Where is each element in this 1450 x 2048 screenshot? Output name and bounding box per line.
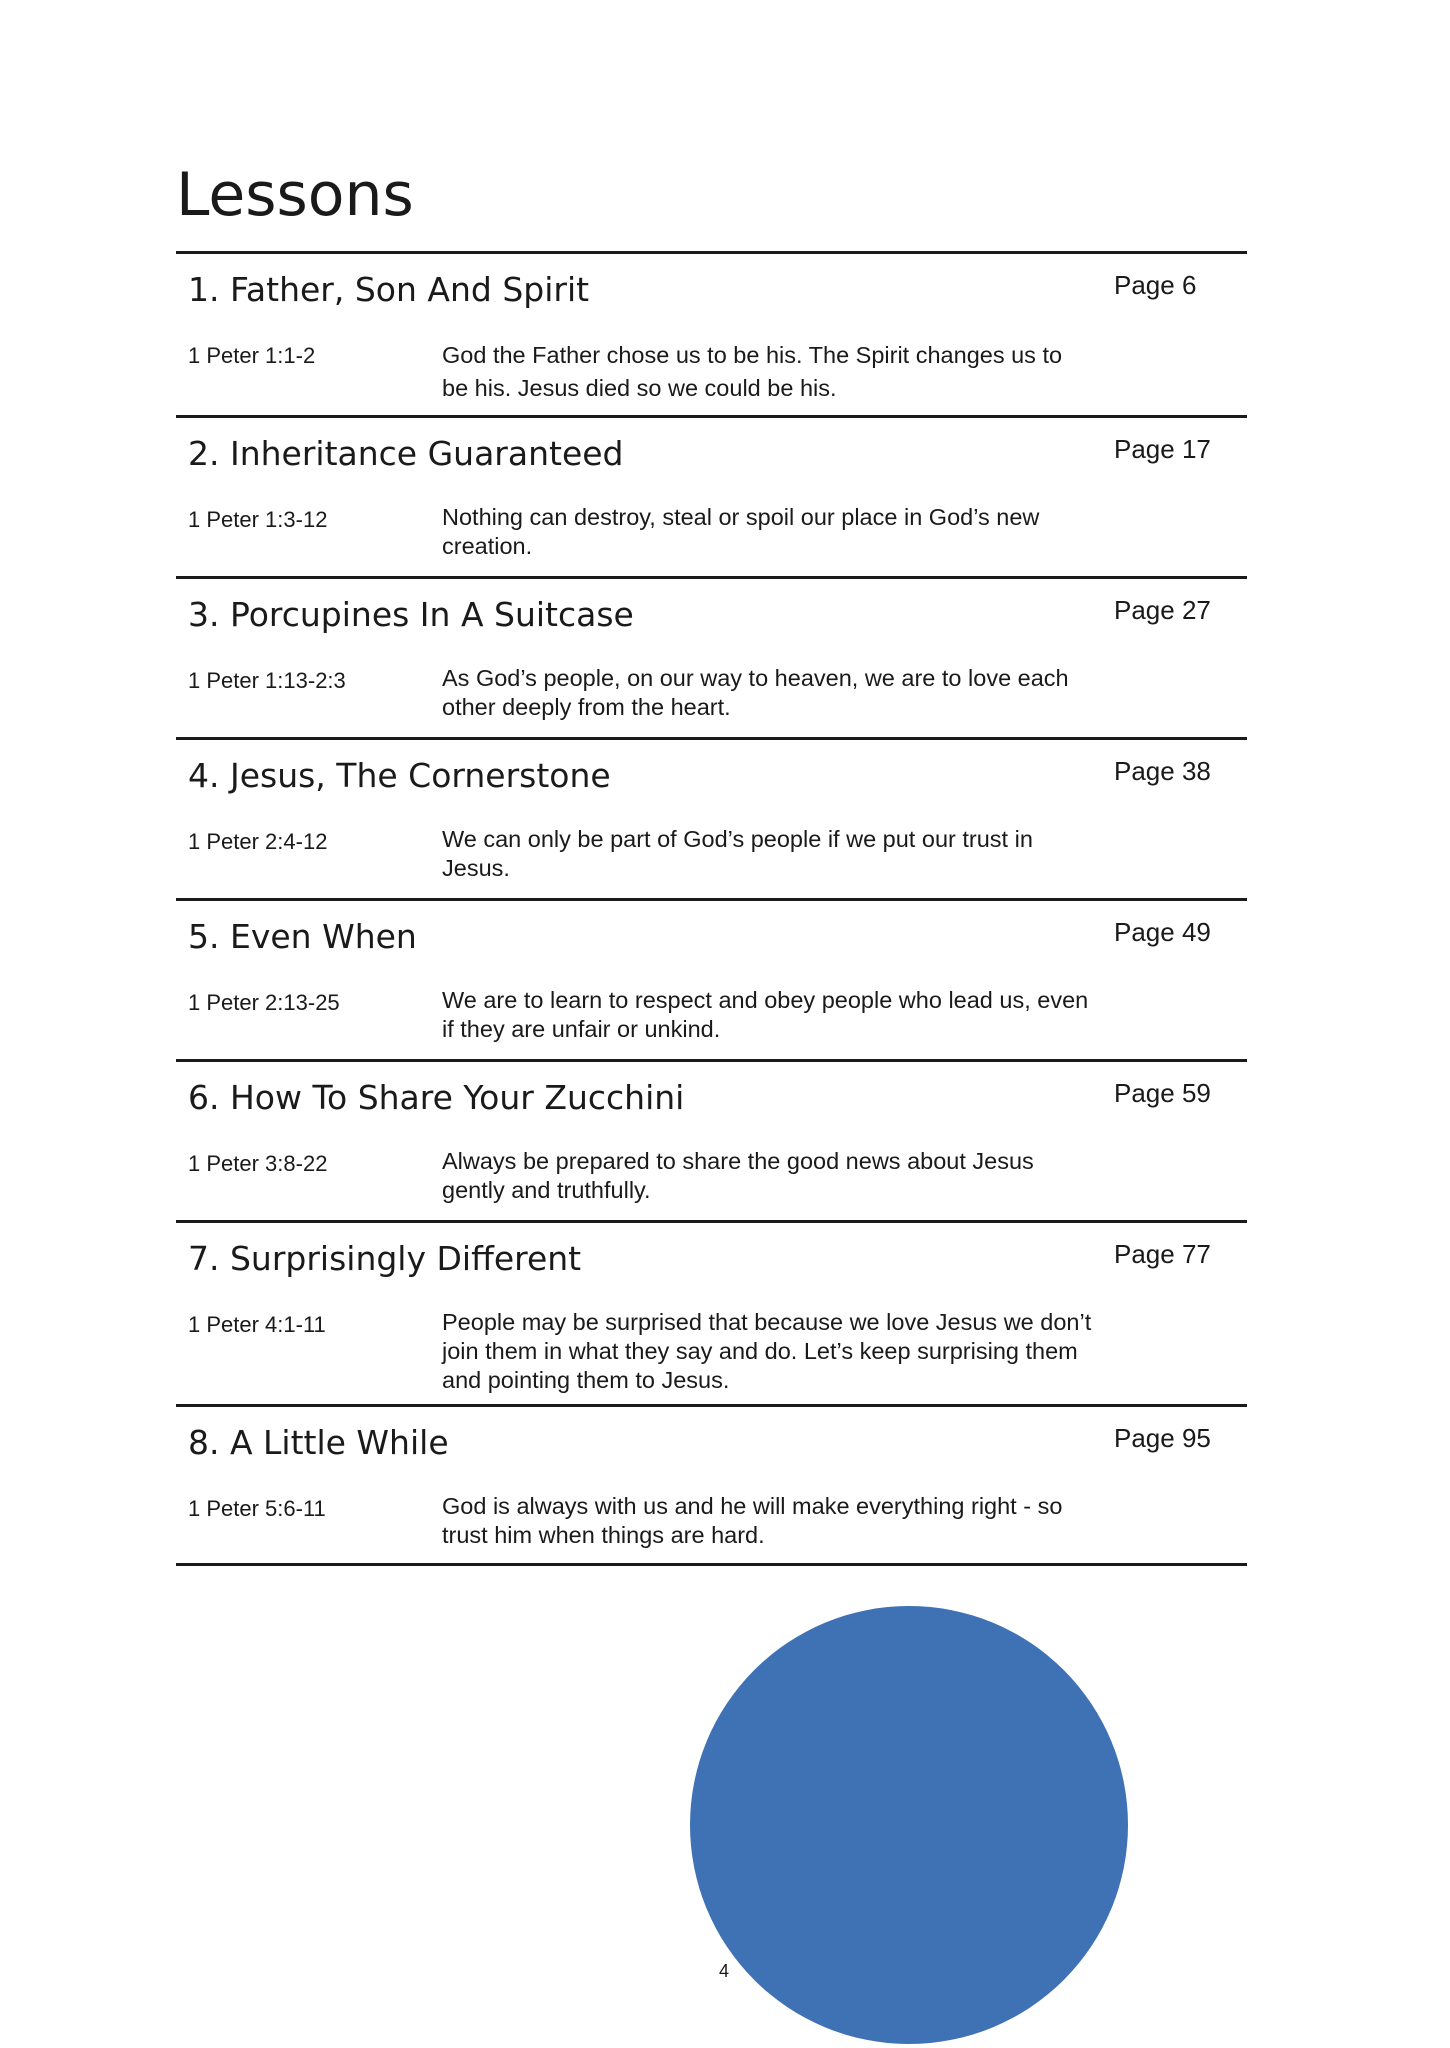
lesson-description: Nothing can destroy, steal or spoil our place in God’s new creation. — [442, 504, 1040, 559]
lesson-description: Always be prepared to share the good news about Jesus gently and truthfully. — [442, 1148, 1034, 1203]
lesson-entry[interactable] — [176, 901, 1247, 1062]
lesson-reference: 1 Peter 2:13-25 — [188, 990, 340, 1015]
lesson-page: Page 95 — [1114, 1423, 1211, 1453]
page-title: Lessons — [176, 160, 414, 230]
lesson-description: We can only be part of God’s people if we put our trust in Jesus. — [442, 826, 1033, 881]
lessons-table-of-contents — [176, 251, 1247, 1566]
page-number: 4 — [719, 1961, 730, 1981]
lesson-reference: 1 Peter 4:1-11 — [188, 1312, 326, 1337]
lesson-page: Page 77 — [1114, 1239, 1211, 1269]
lesson-title: 8. A Little While — [188, 1423, 449, 1462]
lesson-entry[interactable] — [176, 740, 1247, 901]
lesson-entry[interactable] — [176, 1407, 1247, 1566]
lesson-reference: 1 Peter 1:3-12 — [188, 507, 328, 532]
lesson-page: Page 49 — [1114, 917, 1211, 947]
lesson-page: Page 17 — [1114, 434, 1211, 464]
lesson-page: Page 6 — [1114, 270, 1197, 300]
lesson-reference: 1 Peter 5:6-11 — [188, 1496, 326, 1521]
lesson-entry[interactable] — [176, 1062, 1247, 1223]
lesson-title: 6. How To Share Your Zucchini — [188, 1078, 685, 1117]
lesson-reference: 1 Peter 2:4-12 — [188, 829, 328, 854]
lesson-title: 3. Porcupines In A Suitcase — [188, 595, 634, 634]
lesson-title: 2. Inheritance Guaranteed — [188, 434, 624, 473]
lesson-title: 5. Even When — [188, 917, 417, 956]
lesson-entry[interactable] — [176, 418, 1247, 579]
lesson-title: 7. Surprisingly Different — [188, 1239, 582, 1278]
lesson-title: 4. Jesus, The Cornerstone — [188, 756, 611, 795]
lesson-reference: 1 Peter 3:8-22 — [188, 1151, 328, 1176]
lesson-description: People may be surprised that because we love Jesus we don’t join them in what they say and do. Let’s keep surprising them and pointing them to Jesus. — [442, 1309, 1092, 1393]
lesson-reference: 1 Peter 1:1-2 — [188, 343, 316, 368]
lesson-description: God the Father chose us to be his. The Spirit changes us to be his. Jesus died so we could be his. — [442, 342, 1063, 401]
lesson-description: We are to learn to respect and obey people who lead us, even if they are unfair or unkind. — [442, 987, 1089, 1042]
lesson-entry[interactable] — [176, 1223, 1247, 1407]
lesson-description: As God’s people, on our way to heaven, we are to love each other deeply from the heart. — [442, 665, 1069, 720]
lesson-reference: 1 Peter 1:13-2:3 — [188, 668, 346, 693]
lesson-entry[interactable] — [176, 254, 1247, 418]
lesson-page: Page 38 — [1114, 756, 1211, 786]
lesson-title: 1. Father, Son And Spirit — [188, 270, 590, 309]
lesson-page: Page 27 — [1114, 595, 1211, 625]
lesson-entry[interactable] — [176, 579, 1247, 740]
decorative-blue-circle — [690, 1606, 1128, 2044]
lesson-description: God is always with us and he will make everything right - so trust him when things are hard. — [442, 1493, 1063, 1548]
lesson-page: Page 59 — [1114, 1078, 1211, 1108]
